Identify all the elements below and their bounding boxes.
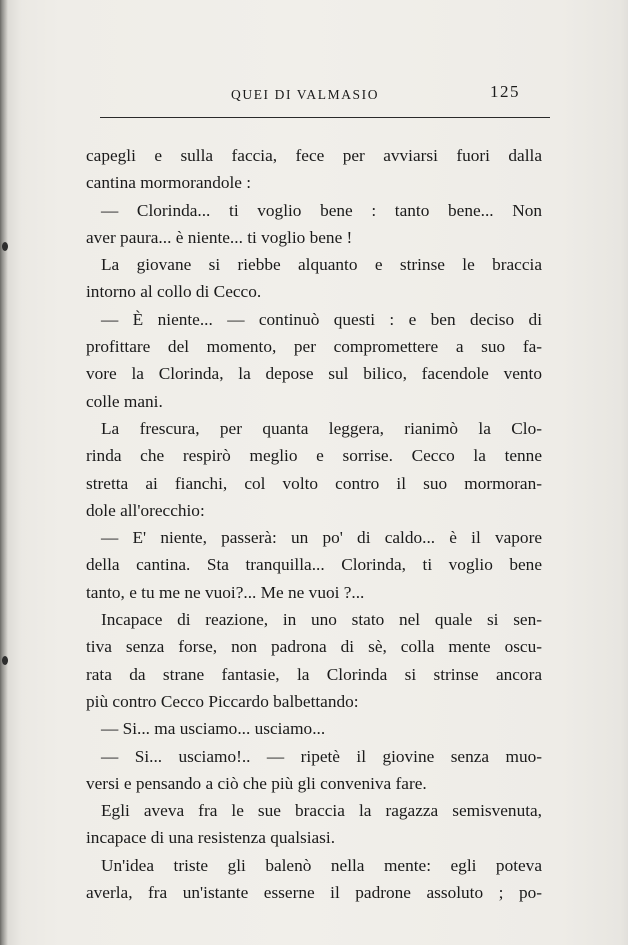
text-line: — E' niente, passerà: un po' di caldo... è il vapore bbox=[101, 528, 542, 548]
text-line: Un'idea triste gli balenò nella mente: egli poteva bbox=[101, 855, 542, 875]
binding-mark bbox=[2, 656, 8, 665]
book-spine-shadow bbox=[0, 0, 8, 945]
text-line: tiva senza forse, non padrona di sè, colla mente oscu- bbox=[86, 637, 542, 657]
text-line: colle mani. bbox=[86, 391, 163, 411]
page-header bbox=[100, 84, 556, 112]
text-line: aver paura... è niente... ti voglio bene ! bbox=[86, 227, 353, 247]
text-line: della cantina. Sta tranquilla... Clorinda, ti voglio bene bbox=[86, 555, 542, 575]
page-number: 125 bbox=[490, 82, 520, 101]
text-line: stretta ai fianchi, col volto contro il suo mormoran- bbox=[86, 473, 542, 493]
text-line: — Si... usciamo!.. — ripetè il giovine senza muo- bbox=[101, 746, 542, 766]
text-line: incapace di una resistenza qualsiasi. bbox=[86, 828, 336, 848]
text-line: Incapace di reazione, in uno stato nel quale si sen- bbox=[101, 610, 542, 630]
text-line: versi e pensando a ciò che più gli conveniva fare. bbox=[86, 773, 427, 793]
text-line: rata da strane fantasie, la Clorinda si strinse ancora bbox=[86, 664, 542, 684]
text-line: cantina mormorandole : bbox=[86, 173, 252, 193]
body-text bbox=[86, 142, 542, 906]
text-line: La giovane si riebbe alquanto e strinse le braccia bbox=[101, 255, 542, 275]
text-line: — Clorinda... ti voglio bene : tanto bene... Non bbox=[101, 200, 542, 220]
text-line: vore la Clorinda, la depose sul bilico, facendole vento bbox=[86, 364, 542, 384]
text-line: averla, fra un'istante esserne il padrone assoluto ; po- bbox=[86, 883, 542, 903]
text-line: rinda che respirò meglio e sorrise. Cecco la tenne bbox=[86, 446, 542, 466]
binding-mark bbox=[2, 242, 8, 251]
text-line: più contro Cecco Piccardo balbettando: bbox=[86, 691, 359, 711]
text-line: Egli aveva fra le sue braccia la ragazza semisvenuta, bbox=[101, 801, 542, 821]
running-title: QUEI DI VALMASIO bbox=[231, 87, 380, 102]
text-line: capegli e sulla faccia, fece per avviarsi fuori dalla bbox=[86, 146, 542, 165]
text-line: intorno al collo di Cecco. bbox=[86, 282, 262, 302]
text-line: dole all'orecchio: bbox=[86, 500, 205, 520]
text-line: tanto, e tu me ne vuoi?... Me ne vuoi ?... bbox=[86, 582, 365, 602]
header-rule bbox=[100, 117, 550, 118]
text-line: — È niente... — continuò questi : e ben deciso di bbox=[101, 309, 542, 329]
text-line: profittare del momento, per compromettere a suo fa- bbox=[86, 337, 542, 357]
text-line: La frescura, per quanta leggera, rianimò la Clo- bbox=[101, 418, 542, 438]
text-line: — Si... ma usciamo... usciamo... bbox=[101, 719, 326, 739]
